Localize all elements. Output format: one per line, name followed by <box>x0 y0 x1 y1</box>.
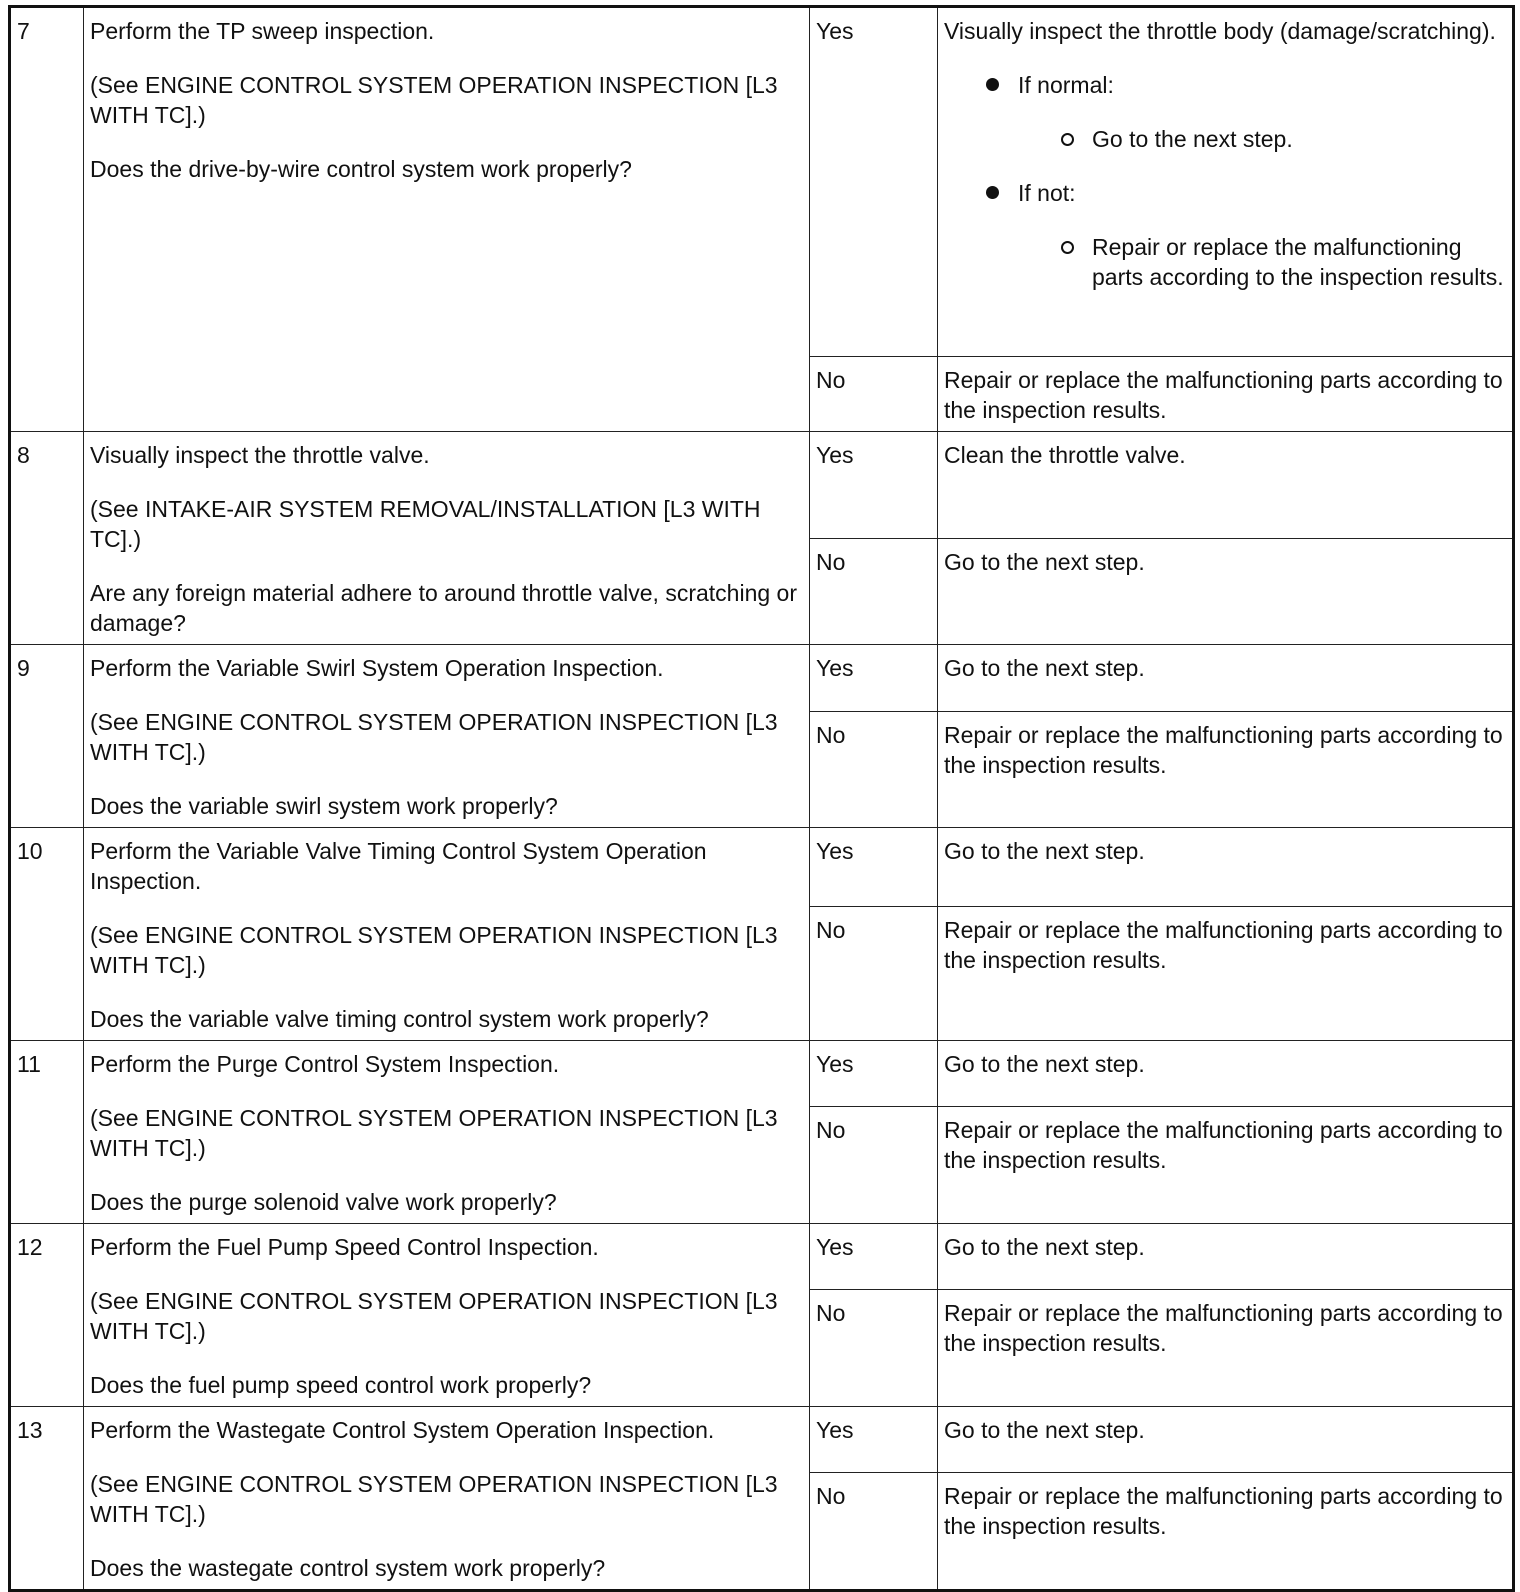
step-number: 11 <box>10 1041 84 1224</box>
step-row-11 <box>10 1041 1514 1107</box>
result-yes: Yes <box>810 1407 938 1473</box>
step-action <box>84 645 810 828</box>
action-if-no: Repair or replace the malfunctioning parts according to the inspection results. <box>938 907 1514 1041</box>
step-row-12 <box>10 1224 1514 1290</box>
document-page <box>8 5 1512 1588</box>
result-no: No <box>810 357 938 432</box>
action-if-no: Repair or replace the malfunctioning parts according to the inspection results. <box>938 1290 1514 1407</box>
action-question: Does the purge solenoid valve work properly? <box>90 1189 557 1215</box>
result-no: No <box>810 1290 938 1407</box>
action-if-no: Repair or replace the malfunctioning parts according to the inspection results. <box>938 357 1514 432</box>
step-number: 7 <box>10 7 84 432</box>
hollow-bullet-icon <box>1061 241 1074 254</box>
if-normal-label: If normal: <box>1018 72 1114 98</box>
action-reference: (See ENGINE CONTROL SYSTEM OPERATION INSPECTION [L3 WITH TC].) <box>90 1105 778 1161</box>
step-row-7 <box>10 7 1514 357</box>
result-no: No <box>810 538 938 645</box>
action-if-no: Repair or replace the malfunctioning parts according to the inspection results. <box>938 712 1514 828</box>
step-row-9 <box>10 645 1514 712</box>
action-if-yes: Go to the next step. <box>938 1041 1514 1107</box>
action-if-yes: Go to the next step. <box>938 1224 1514 1290</box>
bullet-if-not <box>944 178 1506 208</box>
step-number: 8 <box>10 432 84 645</box>
step-number: 12 <box>10 1224 84 1407</box>
diagnostic-procedure-table <box>8 5 1515 1592</box>
action-instruction: Perform the TP sweep inspection. <box>90 18 435 44</box>
result-yes: Yes <box>810 1041 938 1107</box>
action-reference: (See INTAKE-AIR SYSTEM REMOVAL/INSTALLATION [L3 WITH TC].) <box>90 496 761 552</box>
action-question: Does the drive-by-wire control system work properly? <box>90 156 632 182</box>
result-no: No <box>810 712 938 828</box>
result-yes: Yes <box>810 645 938 712</box>
action-reference: (See ENGINE CONTROL SYSTEM OPERATION INSPECTION [L3 WITH TC].) <box>90 709 778 765</box>
if-not-label: If not: <box>1018 180 1076 206</box>
action-question: Does the wastegate control system work properly? <box>90 1555 606 1581</box>
step-action <box>84 828 810 1041</box>
sub-bullet-not-action <box>944 232 1506 292</box>
action-question: Does the variable valve timing control system work properly? <box>90 1006 709 1032</box>
action-if-no: Repair or replace the malfunctioning parts according to the inspection results. <box>938 1473 1514 1591</box>
yes-action-text: Visually inspect the throttle body (damage/scratching). <box>944 18 1496 44</box>
action-if-yes <box>938 7 1514 357</box>
if-normal-action: Go to the next step. <box>1092 126 1293 152</box>
step-row-8 <box>10 432 1514 539</box>
step-row-10 <box>10 828 1514 907</box>
step-number: 9 <box>10 645 84 828</box>
action-if-no: Go to the next step. <box>938 538 1514 645</box>
action-instruction: Perform the Wastegate Control System Operation Inspection. <box>90 1417 715 1443</box>
action-instruction: Perform the Variable Swirl System Operation Inspection. <box>90 655 664 681</box>
result-yes: Yes <box>810 7 938 357</box>
step-action <box>84 7 810 432</box>
sub-bullet-normal-action <box>944 124 1506 154</box>
action-if-yes: Go to the next step. <box>938 645 1514 712</box>
step-number: 13 <box>10 1407 84 1591</box>
step-action <box>84 1407 810 1591</box>
step-action <box>84 1224 810 1407</box>
action-if-yes: Go to the next step. <box>938 1407 1514 1473</box>
step-action <box>84 1041 810 1224</box>
result-no: No <box>810 1473 938 1591</box>
action-if-yes: Clean the throttle valve. <box>938 432 1514 539</box>
step-number: 10 <box>10 828 84 1041</box>
action-reference: (See ENGINE CONTROL SYSTEM OPERATION INSPECTION [L3 WITH TC].) <box>90 72 778 128</box>
hollow-bullet-icon <box>1061 133 1074 146</box>
if-not-action: Repair or replace the malfunctioning parts according to the inspection results. <box>1092 234 1504 290</box>
result-no: No <box>810 1107 938 1224</box>
action-instruction: Perform the Fuel Pump Speed Control Inspection. <box>90 1234 599 1260</box>
action-if-no: Repair or replace the malfunctioning parts according to the inspection results. <box>938 1107 1514 1224</box>
action-question: Does the variable swirl system work properly? <box>90 793 558 819</box>
result-yes: Yes <box>810 432 938 539</box>
action-reference: (See ENGINE CONTROL SYSTEM OPERATION INSPECTION [L3 WITH TC].) <box>90 1288 778 1344</box>
action-instruction: Perform the Purge Control System Inspection. <box>90 1051 560 1077</box>
action-reference: (See ENGINE CONTROL SYSTEM OPERATION INSPECTION [L3 WITH TC].) <box>90 1471 778 1527</box>
step-action <box>84 432 810 645</box>
action-question: Does the fuel pump speed control work properly? <box>90 1372 592 1398</box>
filled-bullet-icon <box>986 186 999 199</box>
action-if-yes: Go to the next step. <box>938 828 1514 907</box>
action-reference: (See ENGINE CONTROL SYSTEM OPERATION INSPECTION [L3 WITH TC].) <box>90 922 778 978</box>
step-row-13 <box>10 1407 1514 1473</box>
filled-bullet-icon <box>986 78 999 91</box>
bullet-if-normal <box>944 70 1506 100</box>
action-instruction: Visually inspect the throttle valve. <box>90 442 430 468</box>
result-yes: Yes <box>810 1224 938 1290</box>
result-no: No <box>810 907 938 1041</box>
result-yes: Yes <box>810 828 938 907</box>
action-instruction: Perform the Variable Valve Timing Control System Operation Inspection. <box>90 838 707 894</box>
action-question: Are any foreign material adhere to around throttle valve, scratching or damage? <box>90 580 797 636</box>
